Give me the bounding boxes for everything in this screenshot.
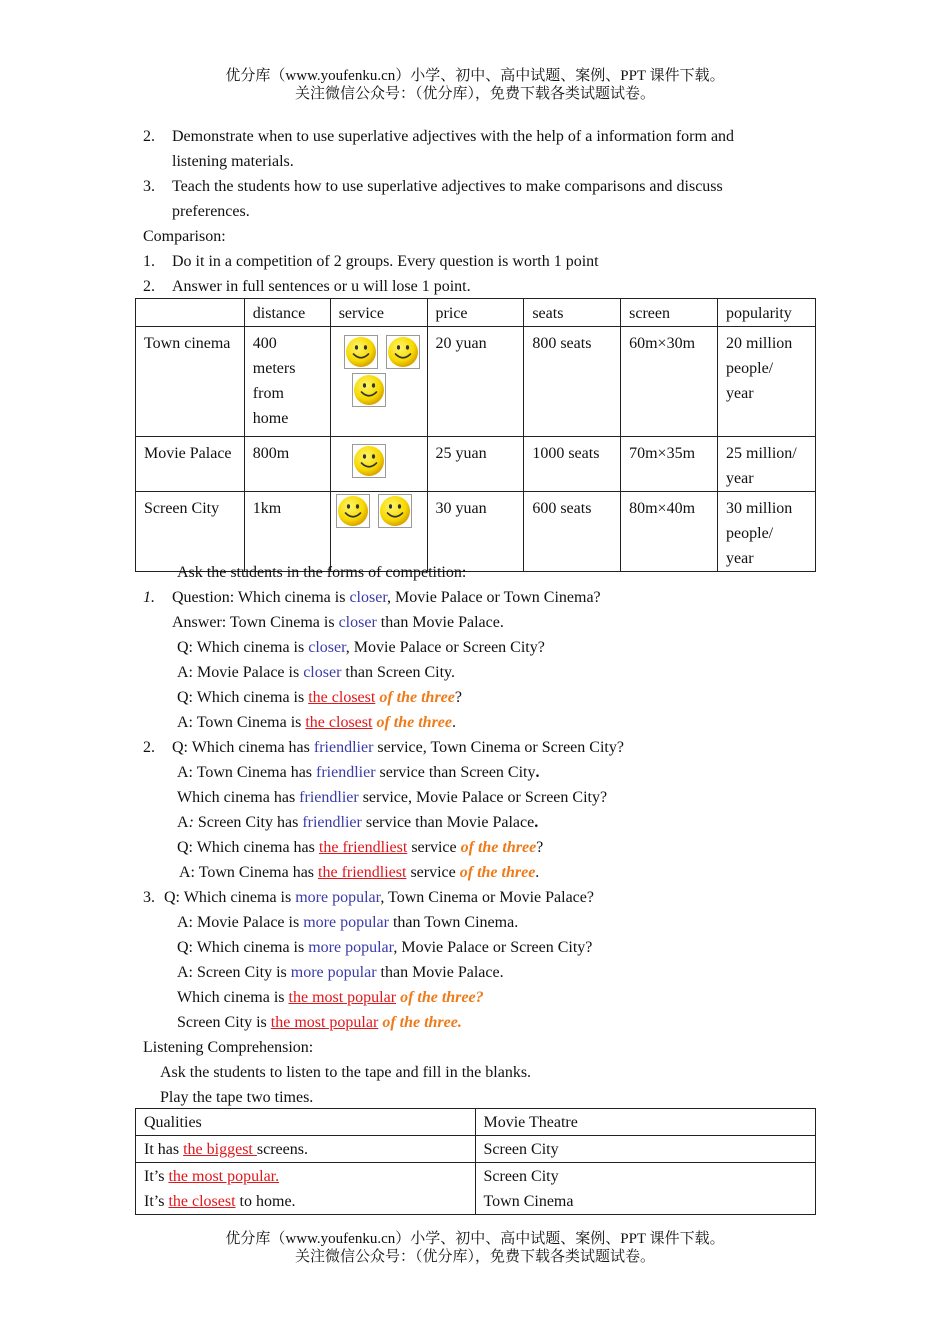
header-cell-empty	[136, 299, 245, 327]
text: Which cinema is	[177, 989, 289, 1006]
text: :	[188, 814, 194, 831]
text: to home.	[235, 1193, 296, 1210]
rule-1-num: 1.	[143, 253, 155, 270]
qa-1-question	[172, 588, 601, 608]
closer-word: closer	[308, 639, 346, 656]
distance-line: 800m	[252, 445, 290, 462]
popularity-line: people/	[726, 525, 774, 542]
cinema-name: Movie Palace	[136, 437, 245, 492]
rule-2-num: 2.	[143, 278, 155, 295]
objective-3-num: 3.	[143, 178, 155, 195]
quality-line	[144, 1164, 467, 1189]
text: A	[177, 814, 189, 831]
qa-2-a1	[177, 763, 540, 783]
qa-3-a3	[177, 1013, 462, 1033]
theatre-cell: Screen City	[475, 1136, 816, 1163]
text: A: Movie Palace is	[177, 664, 304, 681]
popularity-line: 20 million	[726, 335, 793, 352]
popularity-line: 30 million	[726, 500, 793, 517]
header-cell-seats: seats	[524, 299, 621, 327]
smiley-face-icon	[386, 335, 420, 369]
text: Which cinema has	[177, 789, 300, 806]
text: service, Movie Palace or Screen City?	[358, 789, 608, 806]
listening-line-2: Play the tape two times.	[160, 1089, 314, 1106]
header-qualities: Qualities	[136, 1109, 476, 1136]
qa-num-3: 3.	[143, 889, 155, 906]
text: service than Movie Palace	[361, 814, 535, 831]
distance-cell	[244, 492, 330, 572]
popularity-line: year	[726, 385, 754, 402]
text: Question: Which cinema is	[172, 589, 350, 606]
of-the-three: of the three	[379, 689, 455, 706]
table-row	[136, 437, 816, 492]
popularity-cell	[718, 327, 816, 437]
cinema-comparison-table	[135, 298, 816, 572]
quality-cell	[136, 1136, 476, 1163]
text: .	[535, 864, 540, 881]
of-the-three: of the three?	[400, 989, 484, 1006]
listening-line-1: Ask the students to listen to the tape and fill in the blanks.	[160, 1064, 532, 1081]
header-line-1: 优分库（www.youfenku.cn）小学、初中、高中试题、案例、PPT 课件下载。	[225, 68, 725, 84]
answer-biggest: the biggest	[183, 1141, 257, 1158]
qa-1-a3	[177, 713, 456, 733]
text: It’s	[144, 1193, 169, 1210]
text: A: Movie Palace is	[177, 914, 304, 931]
text: .	[534, 814, 539, 831]
footer-line-2: 关注微信公众号：（优分库），免费下载各类试题试卷。	[294, 1249, 655, 1265]
price-cell: 30 yuan	[427, 492, 524, 572]
header-cell-price: price	[427, 299, 524, 327]
text: service than Screen City	[375, 764, 536, 781]
qa-2-q2	[177, 788, 607, 808]
closer-word: closer	[303, 664, 342, 681]
quality-cell	[136, 1163, 476, 1215]
table-header-row	[136, 1109, 816, 1136]
qa-2-q1	[172, 738, 624, 758]
theatre-line: Screen City	[483, 1168, 559, 1185]
text: A: Screen City is	[177, 964, 291, 981]
text: A: Town Cinema has	[177, 764, 317, 781]
qa-3-q2	[177, 938, 592, 958]
text: service, Town Cinema or Screen City?	[373, 739, 624, 756]
qa-1-a2	[177, 663, 455, 683]
superlative-friendliest: the friendliest	[318, 839, 408, 856]
text: Q: Which cinema is	[177, 689, 309, 706]
more-popular-word: more popular	[308, 939, 394, 956]
popularity-line: 25 million/	[726, 445, 797, 462]
page-header	[0, 67, 950, 103]
popularity-line: people/	[726, 360, 774, 377]
qa-2-a3	[179, 863, 539, 883]
screen-cell: 80m×40m	[621, 492, 718, 572]
popularity-cell	[718, 437, 816, 492]
seats-cell: 800 seats	[524, 327, 621, 437]
text: It has	[144, 1141, 184, 1158]
price-cell: 20 yuan	[427, 327, 524, 437]
smiley-face-icon	[352, 444, 386, 478]
smiley-face-icon	[352, 373, 386, 407]
text: Q: Which cinema has	[177, 839, 319, 856]
rule-1-text: Do it in a competition of 2 groups. Every question is worth 1 point	[172, 253, 599, 270]
distance-cell	[244, 437, 330, 492]
header-line-2: 关注微信公众号：（优分库），免费下载各类试题试卷。	[294, 86, 655, 102]
theatre-cell	[475, 1163, 816, 1215]
friendlier-word: friendlier	[302, 814, 362, 831]
qa-num-1: 1.	[143, 589, 155, 606]
qa-3-a1	[177, 913, 518, 933]
superlative-most-popular: the most popular	[288, 989, 397, 1006]
smiley-face-icon	[336, 494, 370, 528]
table-row	[136, 1163, 816, 1215]
screen-cell: 70m×35m	[621, 437, 718, 492]
text: Q: Which cinema is	[164, 889, 296, 906]
text: , Movie Palace or Screen City?	[393, 939, 593, 956]
text: than Movie Palace.	[376, 614, 504, 631]
friendlier-word: friendlier	[299, 789, 359, 806]
superlative-closest: the closest	[308, 689, 376, 706]
text: service	[406, 864, 460, 881]
header-cell-distance: distance	[244, 299, 330, 327]
friendlier-word: friendlier	[316, 764, 376, 781]
text: than Movie Palace.	[376, 964, 504, 981]
qa-1-q2	[177, 638, 545, 658]
text: ?	[454, 689, 462, 706]
text: Q: Which cinema has	[172, 739, 314, 756]
text: Screen City has	[193, 814, 303, 831]
table-row	[136, 1136, 816, 1163]
of-the-three: of the three	[459, 864, 536, 881]
text: Answer: Town Cinema is	[172, 614, 339, 631]
distance-cell	[244, 327, 330, 437]
quality-line	[144, 1189, 467, 1214]
more-popular-word: more popular	[295, 889, 381, 906]
cinema-name: Town cinema	[136, 327, 245, 437]
screen-cell: 60m×30m	[621, 327, 718, 437]
answer-most-popular: the most popular.	[168, 1168, 280, 1185]
distance-line: 400	[252, 335, 277, 352]
of-the-three: of the three	[460, 839, 537, 856]
popularity-cell	[718, 492, 816, 572]
qa-num-2: 2.	[143, 739, 155, 756]
smiley-face-icon	[378, 494, 412, 528]
text: , Town Cinema or Movie Palace?	[380, 889, 594, 906]
listening-table	[135, 1108, 816, 1215]
closer-word: closer	[338, 614, 377, 631]
table-header-row	[136, 299, 816, 327]
friendlier-word: friendlier	[313, 739, 374, 756]
more-popular-word: more popular	[303, 914, 389, 931]
superlative-closest: the closest	[305, 714, 373, 731]
qa-1-q3	[177, 688, 462, 708]
text: Screen City is	[177, 1014, 271, 1031]
table-row	[136, 492, 816, 572]
popularity-line: year	[726, 470, 754, 487]
qa-2-q3	[177, 838, 543, 858]
answer-closest: the closest	[168, 1193, 236, 1210]
superlative-most-popular: the most popular	[270, 1014, 379, 1031]
text: A: Town Cinema is	[177, 714, 306, 731]
objective-3-line2: preferences.	[172, 203, 250, 220]
of-the-three: of the three.	[382, 1014, 462, 1031]
qa-3-q1	[164, 888, 594, 908]
superlative-friendliest: the friendliest	[318, 864, 407, 881]
of-the-three: of the three	[376, 714, 452, 731]
comparison-heading: Comparison:	[143, 228, 226, 245]
popularity-line: year	[726, 550, 754, 567]
distance-line: home	[252, 410, 289, 427]
cinema-name: Screen City	[136, 492, 245, 572]
text: screens.	[256, 1141, 308, 1158]
table-row	[136, 327, 816, 437]
text: than Screen City.	[341, 664, 456, 681]
price-cell: 25 yuan	[427, 437, 524, 492]
objective-2-line2: listening materials.	[172, 153, 294, 170]
text: A: Town Cinema has	[179, 864, 319, 881]
header-cell-service: service	[330, 299, 427, 327]
objective-2-num: 2.	[143, 128, 155, 145]
page-footer	[0, 1230, 950, 1266]
distance-line: meters	[252, 360, 296, 377]
smiley-face-icon	[344, 335, 378, 369]
distance-line: from	[252, 385, 284, 402]
header-cell-screen: screen	[621, 299, 718, 327]
text: than Town Cinema.	[388, 914, 519, 931]
text: .	[535, 764, 540, 781]
header-movie-theatre: Movie Theatre	[475, 1109, 816, 1136]
header-cell-popularity: popularity	[718, 299, 816, 327]
objective-3-line1: Teach the students how to use superlative adjectives to make comparisons and discuss	[172, 178, 723, 195]
text: Q: Which cinema is	[177, 639, 309, 656]
seats-cell: 1000 seats	[524, 437, 621, 492]
distance-line: 1km	[252, 500, 282, 517]
qa-intro: Ask the students in the forms of competition:	[177, 564, 467, 581]
closer-word: closer	[349, 589, 388, 606]
footer-line-1: 优分库（www.youfenku.cn）小学、初中、高中试题、案例、PPT 课件下载。	[225, 1231, 725, 1247]
text: , Movie Palace or Town Cinema?	[387, 589, 601, 606]
seats-cell: 600 seats	[524, 492, 621, 572]
qa-2-a2	[177, 813, 538, 833]
more-popular-word: more popular	[290, 964, 377, 981]
qa-1-answer	[172, 613, 504, 633]
listening-heading: Listening Comprehension:	[143, 1039, 314, 1056]
text: ?	[536, 839, 544, 856]
objective-2-line1: Demonstrate when to use superlative adjectives with the help of a information form and	[172, 128, 735, 145]
text: .	[452, 714, 456, 731]
text: , Movie Palace or Screen City?	[345, 639, 545, 656]
rule-2-text: Answer in full sentences or u will lose 1 point.	[172, 278, 471, 295]
text: It’s	[144, 1168, 169, 1185]
text: Q: Which cinema is	[177, 939, 309, 956]
theatre-line: Town Cinema	[483, 1193, 574, 1210]
qa-3-q3	[177, 988, 484, 1008]
qa-3-a2	[177, 963, 504, 983]
text: service	[407, 839, 461, 856]
